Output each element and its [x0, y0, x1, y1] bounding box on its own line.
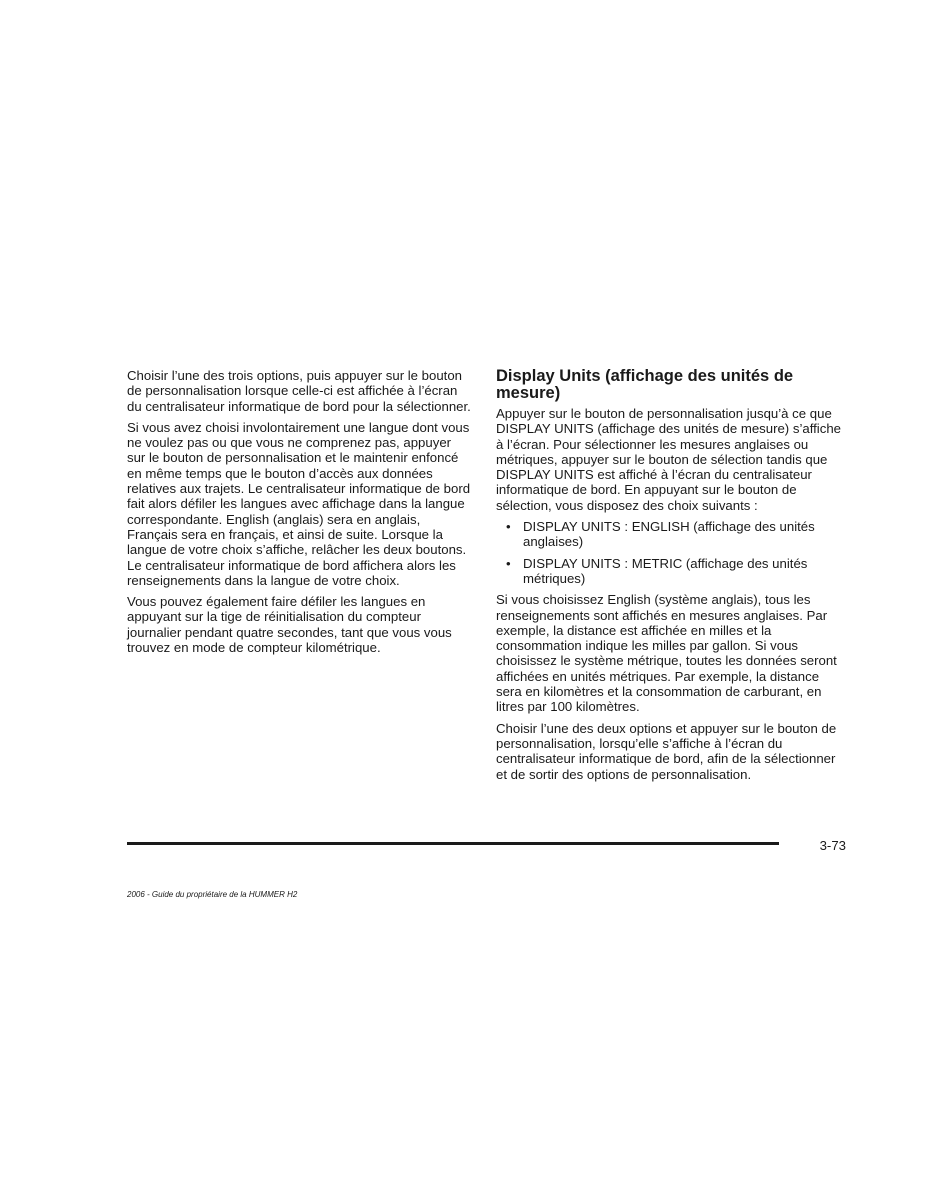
bullet-icon: •	[506, 519, 511, 535]
options-list	[496, 519, 846, 586]
body-paragraph: Si vous avez choisi involontairement une langue dont vous ne voulez pas ou que vous ne comprenez pas, appuyer sur le bouton de personnalisation et le maintenir enfoncé en même temps que le bouton d’accès aux données relatives aux trajets. Le centralisateur informatique de bord fait alors défiler les langues avec affichage dans la langue correspondante. English (anglais) sera en anglais, Français sera en français, et ainsi de suite. Lorsque la langue de votre choix s’affiche, relâcher les deux boutons. Le centralisateur informatique de bord affichera alors les renseignements dans la langue de votre choix.	[127, 419, 471, 588]
right-column	[496, 368, 846, 788]
body-paragraph: Choisir l’une des trois options, puis appuyer sur le bouton de personnalisation lorsque celle-ci est affichée à l’écran du centralisateur informatique de bord pour la sélectionner.	[127, 368, 471, 414]
list-item	[506, 556, 846, 587]
body-paragraph: Choisir l’une des deux options et appuyer sur le bouton de personnalisation, lorsqu’elle s’affiche à l’écran du centralisateur informatique de bord, afin de la sélectionner et de sortir des options de personnalisation.	[496, 720, 837, 782]
list-item-text: DISPLAY UNITS : ENGLISH (affichage des unités anglaises)	[523, 519, 815, 550]
list-item-text: DISPLAY UNITS : METRIC (affichage des unités métriques)	[523, 555, 808, 586]
list-item	[506, 519, 846, 550]
body-paragraph: Si vous choisissez English (système anglais), tous les renseignements sont affichés en mesures anglaises. Par exemple, la distance est affichée en milles et la consommation indique les milles par gallon. Si vous choisissez le système métrique, toutes les données seront affichées en unités métriques. Par exemple, la distance sera en kilomètres et la consommation de carburant, en litres par 100 kilomètres.	[496, 592, 837, 715]
left-column	[127, 368, 472, 661]
body-paragraph: Vous pouvez également faire défiler les langues en appuyant sur la tige de réinitialisation du compteur journalier pendant quatre secondes, tant que vous vous trouvez en mode de compteur kilométrique.	[127, 594, 452, 656]
section-heading: Display Units (affichage des unités de mesure)	[496, 367, 794, 402]
intro-paragraph: Appuyer sur le bouton de personnalisation jusqu’à ce que DISPLAY UNITS (affichage des unités de mesure) s’affiche à l’écran. Pour sélectionner les mesures anglaises ou métriques, appuyer sur le bouton de sélection tandis que DISPLAY UNITS est affiché à l’écran du centralisateur informatique de bord. En appuyant sur le bouton de sélection, vous disposez des choix suivants :	[496, 406, 841, 513]
horizontal-rule	[127, 842, 779, 845]
page-number: 3-73	[819, 838, 846, 853]
bullet-icon: •	[506, 555, 511, 571]
footer-note: 2006 - Guide du propriétaire de la HUMMER H2	[127, 890, 298, 899]
